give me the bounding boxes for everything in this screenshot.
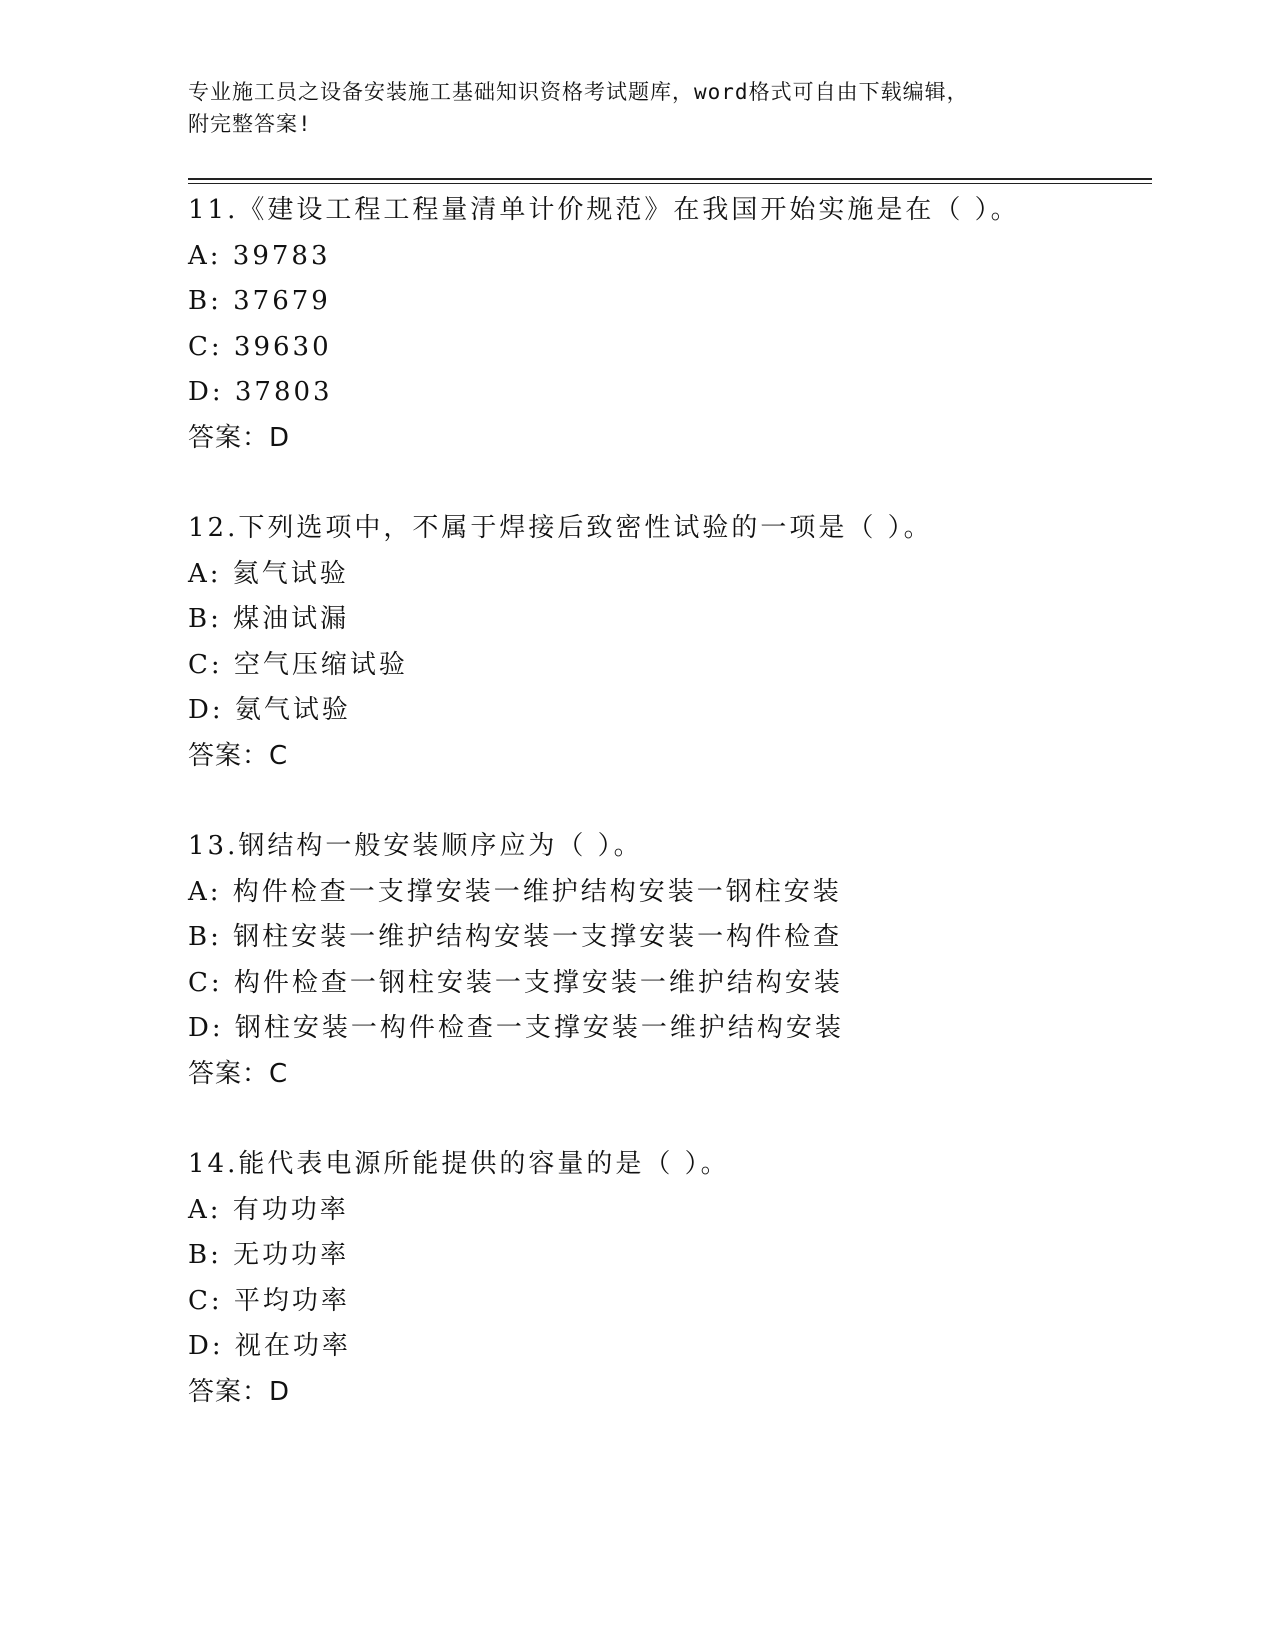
option-a: A: 氦气试验 [188, 558, 349, 589]
option-a: A: 39783 [188, 240, 331, 271]
answer-label: 答案：D [188, 1376, 291, 1407]
question-12 [188, 506, 1188, 780]
question-13 [188, 824, 1188, 1098]
option-d: D: 视在功率 [188, 1331, 351, 1362]
option-c: C: 构件检查一钢柱安装一支撑安装一维护结构安装 [188, 967, 843, 998]
option-b: B: 37679 [188, 286, 331, 317]
option-b: B: 无功功率 [188, 1240, 350, 1271]
header-line-2: 附完整答案! [188, 112, 312, 136]
option-c: C: 39630 [188, 331, 332, 362]
option-b: B: 煤油试漏 [188, 604, 350, 635]
header-divider-thick [188, 178, 1152, 180]
question-stem: 12.下列选项中，不属于焊接后致密性试验的一项是（ ）。 [188, 513, 933, 543]
option-d: D: 钢柱安装一构件检查一支撑安装一维护结构安装 [188, 1013, 844, 1044]
option-d: D: 37803 [188, 377, 333, 408]
option-d: D: 氨气试验 [188, 695, 351, 726]
question-stem: 13.钢结构一般安装顺序应为（ ）。 [188, 831, 643, 861]
question-11 [188, 188, 1188, 462]
option-a: A: 构件检查一支撑安装一维护结构安装一钢柱安装 [188, 876, 842, 907]
header-line-1: 专业施工员之设备安装施工基础知识资格考试题库，word格式可自由下载编辑， [188, 80, 969, 104]
answer-label: 答案：D [188, 422, 291, 453]
option-b: B: 钢柱安装一维护结构安装一支撑安装一构件检查 [188, 922, 843, 953]
option-c: C: 空气压缩试验 [188, 649, 408, 680]
question-stem: 14.能代表电源所能提供的容量的是（ ）。 [188, 1149, 730, 1179]
answer-label: 答案：C [188, 1058, 289, 1089]
option-a: A: 有功功率 [188, 1194, 349, 1225]
header-divider-thin [188, 183, 1152, 184]
option-c: C: 平均功率 [188, 1285, 350, 1316]
question-14 [188, 1142, 1188, 1416]
document-header [188, 76, 1088, 140]
question-stem: 11.《建设工程工程量清单计价规范》在我国开始实施是在（ ）。 [188, 195, 1020, 225]
answer-label: 答案：C [188, 740, 289, 771]
